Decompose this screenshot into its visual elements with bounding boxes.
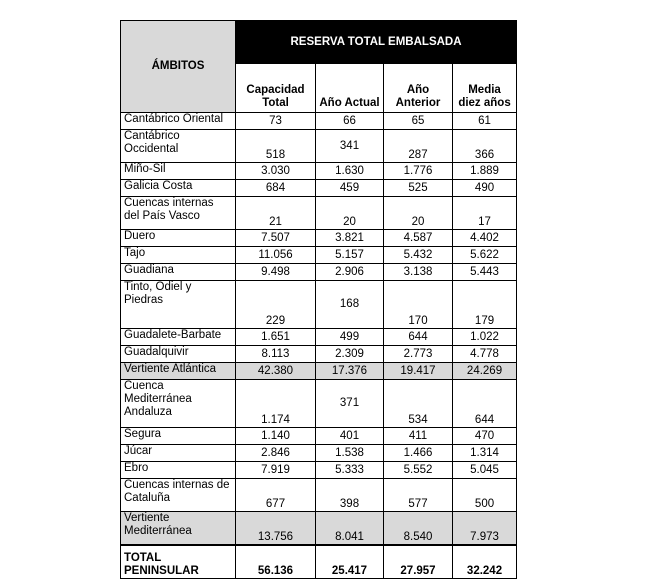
cell-value: 8.041 [316, 512, 384, 546]
cell-value: 4.402 [453, 230, 517, 247]
cell-value: 5.443 [453, 264, 517, 281]
cell-value: 7.973 [453, 512, 517, 546]
table-row [121, 462, 517, 479]
table-row [121, 230, 517, 247]
col-header-capacidad: Capacidad Total [236, 64, 316, 113]
cell-value: 42.380 [236, 363, 316, 380]
cell-value: 25.417 [316, 545, 384, 579]
row-name: Cantábrico Oriental [121, 113, 236, 130]
cell-value: 500 [453, 479, 517, 512]
cell-value: 2.906 [316, 264, 384, 281]
cell-value: 3.138 [384, 264, 453, 281]
cell-value: 490 [453, 180, 517, 197]
cell-value: 27.957 [384, 545, 453, 579]
table-row [121, 479, 517, 512]
table-row [121, 380, 517, 428]
cell-value: 287 [384, 130, 453, 163]
table-row [121, 247, 517, 264]
cell-value: 229 [236, 281, 316, 329]
cell-value: 73 [236, 113, 316, 130]
cell-value: 21 [236, 197, 316, 230]
cell-value: 470 [453, 428, 517, 445]
row-name: Tajo [121, 247, 236, 264]
cell-value: 4.587 [384, 230, 453, 247]
cell-value: 66 [316, 113, 384, 130]
table-row [121, 363, 517, 380]
reservoir-table-container [120, 20, 516, 579]
cell-value: 24.269 [453, 363, 517, 380]
cell-value: 7.919 [236, 462, 316, 479]
cell-value: 170 [384, 281, 453, 329]
cell-value: 168 [316, 281, 384, 329]
table-row [121, 512, 517, 546]
cell-value: 8.540 [384, 512, 453, 546]
table-row [121, 329, 517, 346]
cell-value: 4.778 [453, 346, 517, 363]
cell-value: 2.846 [236, 445, 316, 462]
row-name: Duero [121, 230, 236, 247]
row-name: Guadiana [121, 264, 236, 281]
row-name: Vertiente Mediterránea [121, 512, 236, 546]
cell-value: 1.538 [316, 445, 384, 462]
cell-value: 499 [316, 329, 384, 346]
cell-value: 8.113 [236, 346, 316, 363]
table-row [121, 281, 517, 329]
row-name: Cantábrico Occidental [121, 130, 236, 163]
table-row [121, 163, 517, 180]
cell-value: 17 [453, 197, 517, 230]
table-row [121, 113, 517, 130]
cell-value: 1.022 [453, 329, 517, 346]
cell-value: 525 [384, 180, 453, 197]
table-row [121, 197, 517, 230]
cell-value: 1.776 [384, 163, 453, 180]
cell-value: 5.552 [384, 462, 453, 479]
cell-value: 5.045 [453, 462, 517, 479]
cell-value: 1.651 [236, 329, 316, 346]
table-row [121, 445, 517, 462]
cell-value: 411 [384, 428, 453, 445]
row-name: Guadalete-Barbate [121, 329, 236, 346]
row-name: Galicia Costa [121, 180, 236, 197]
col-header-ano-anterior: Año Anterior [384, 64, 453, 113]
cell-value: 17.376 [316, 363, 384, 380]
col-header-media-diez: Media diez años [453, 64, 517, 113]
row-name: Cuencas internas del País Vasco [121, 197, 236, 230]
cell-value: 401 [316, 428, 384, 445]
cell-value: 644 [453, 380, 517, 428]
row-name: Miño-Sil [121, 163, 236, 180]
cell-value: 644 [384, 329, 453, 346]
cell-value: 1.140 [236, 428, 316, 445]
cell-value: 1.466 [384, 445, 453, 462]
cell-value: 9.498 [236, 264, 316, 281]
row-name: Guadalquivir [121, 346, 236, 363]
col-header-ano-actual: Año Actual [316, 64, 384, 113]
cell-value: 459 [316, 180, 384, 197]
cell-value: 3.821 [316, 230, 384, 247]
row-name: Vertiente Atlántica [121, 363, 236, 380]
cell-value: 3.030 [236, 163, 316, 180]
table-row [121, 130, 517, 163]
cell-value: 19.417 [384, 363, 453, 380]
row-name: Segura [121, 428, 236, 445]
row-name: Ebro [121, 462, 236, 479]
cell-value: 20 [316, 197, 384, 230]
row-name: Tinto, Odiel y Piedras [121, 281, 236, 329]
table-body [121, 113, 517, 579]
cell-value: 5.333 [316, 462, 384, 479]
cell-value: 341 [316, 130, 384, 163]
cell-value: 684 [236, 180, 316, 197]
cell-value: 5.157 [316, 247, 384, 264]
cell-value: 677 [236, 479, 316, 512]
cell-value: 13.756 [236, 512, 316, 546]
cell-value: 518 [236, 130, 316, 163]
cell-value: 1.889 [453, 163, 517, 180]
cell-value: 534 [384, 380, 453, 428]
cell-value: 366 [453, 130, 517, 163]
reservoir-table [120, 20, 517, 579]
cell-value: 56.136 [236, 545, 316, 579]
cell-value: 7.507 [236, 230, 316, 247]
cell-value: 11.056 [236, 247, 316, 264]
row-name: Cuenca Mediterránea Andaluza [121, 380, 236, 428]
cell-value: 20 [384, 197, 453, 230]
row-name: Júcar [121, 445, 236, 462]
total-row [121, 545, 517, 579]
cell-value: 179 [453, 281, 517, 329]
total-label: TOTAL PENINSULAR [121, 545, 236, 579]
cell-value: 61 [453, 113, 517, 130]
table-row [121, 264, 517, 281]
cell-value: 1.630 [316, 163, 384, 180]
cell-value: 1.314 [453, 445, 517, 462]
cell-value: 32.242 [453, 545, 517, 579]
table-row [121, 428, 517, 445]
row-header-ambitos: ÁMBITOS [121, 21, 236, 113]
cell-value: 5.622 [453, 247, 517, 264]
cell-value: 2.773 [384, 346, 453, 363]
cell-value: 1.174 [236, 380, 316, 428]
row-name: Cuencas internas de Cataluña [121, 479, 236, 512]
cell-value: 398 [316, 479, 384, 512]
cell-value: 65 [384, 113, 453, 130]
cell-value: 5.432 [384, 247, 453, 264]
cell-value: 2.309 [316, 346, 384, 363]
table-row [121, 180, 517, 197]
cell-value: 371 [316, 380, 384, 428]
table-row [121, 346, 517, 363]
header-reserva-total: RESERVA TOTAL EMBALSADA [236, 21, 517, 64]
cell-value: 577 [384, 479, 453, 512]
